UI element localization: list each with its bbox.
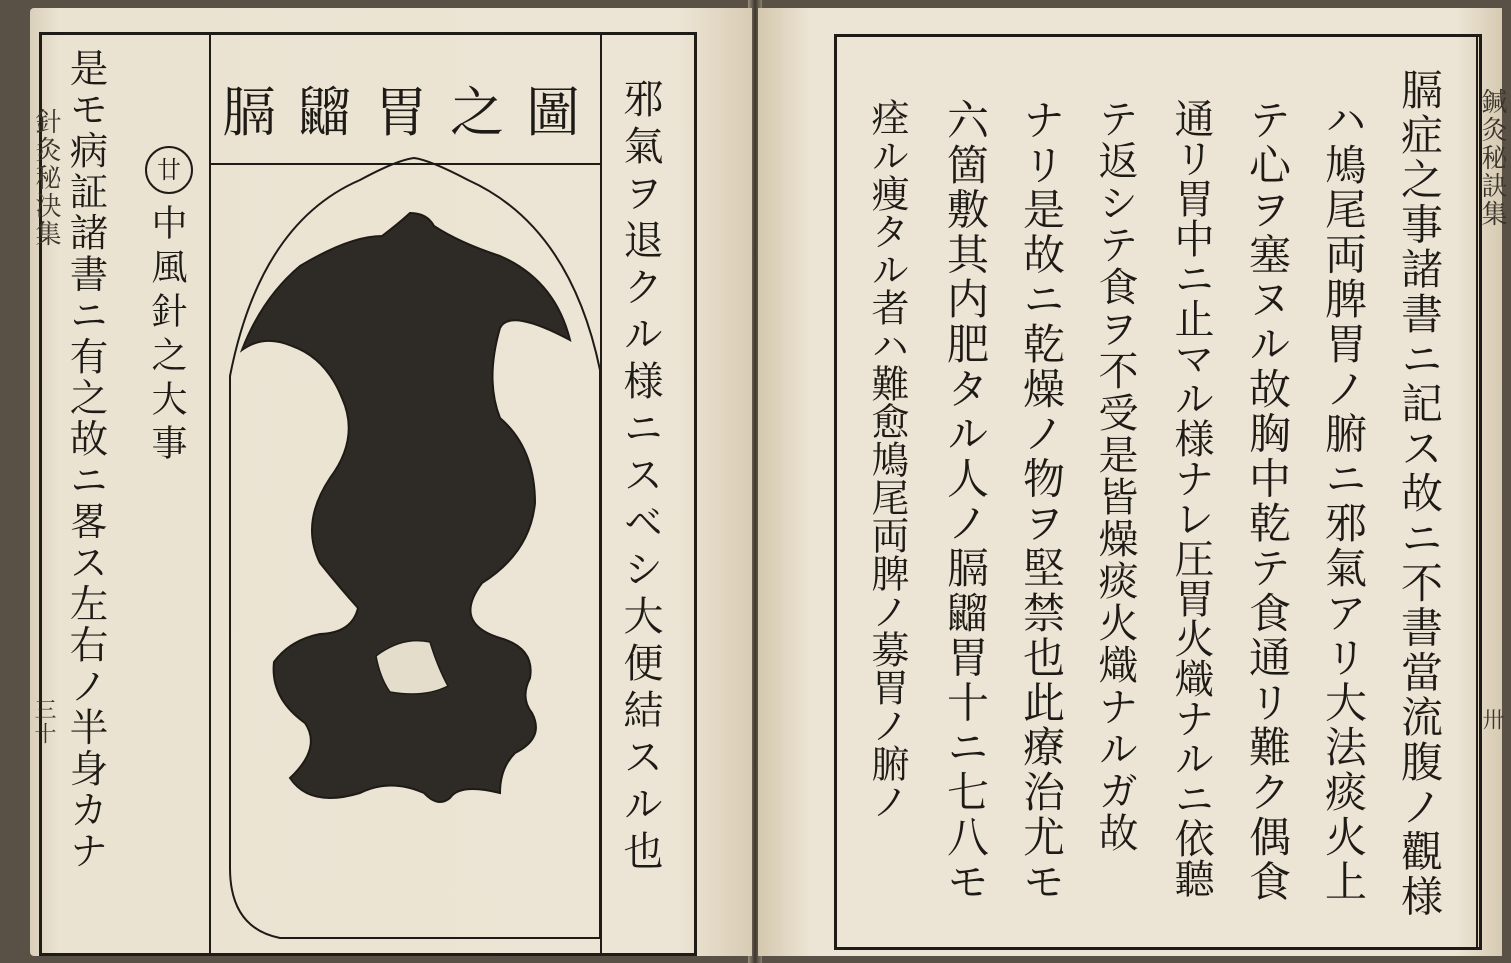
text-column-3: テ心ヲ塞ヌル故胸中乾テ食通リ難ク偶食	[1243, 98, 1292, 905]
right-page	[758, 8, 1507, 956]
text-column-7: 六箇敷其内肥タル人ノ膈䶉胃十ニ七八モ	[941, 98, 990, 905]
text-column-5: テ返シテ食ヲ不受是皆燥痰火熾ナルガ故	[1092, 98, 1138, 854]
note-mark-label: 廿	[157, 156, 181, 184]
left-side-column: 是モ病証諸書ニ有之故ニ畧ス左右ノ半身カナ	[63, 48, 109, 872]
left-page	[30, 8, 752, 956]
right-margin-number: 卅	[1479, 708, 1504, 732]
text-column-4: 通リ胃中ニ止マル様ナレ圧胃火熾ナルニ依聽	[1168, 98, 1214, 898]
left-main-column: 邪氣ヲ退クル様ニスベシ大便結スル也	[617, 78, 663, 877]
note-column: 中風針之大事	[146, 204, 187, 468]
illustration-title: 膈䶉胃之圖	[222, 81, 602, 144]
text-column-2: ハ鳩尾両脾胃ノ腑ニ邪氣アリ大法痰火上	[1319, 98, 1368, 905]
text-column-1: 膈症之事諸書ニ記ス故ニ不書當流腹ノ觀様	[1395, 68, 1444, 920]
text-column-8: 痊ル痩タル者ハ難愈鳩尾両脾ノ募胃ノ腑ノ	[865, 98, 909, 820]
left-margin-label: 針灸秘決集	[31, 108, 61, 248]
text-column-6: ナリ是故ニ乾燥ノ物ヲ堅禁也此療治尤モ	[1017, 98, 1066, 905]
right-margin-label: 鍼灸秘訣集	[1477, 88, 1507, 228]
stomach-shape	[242, 213, 570, 802]
right-page-frame	[834, 34, 1482, 950]
left-margin-number: 三十	[31, 698, 56, 746]
